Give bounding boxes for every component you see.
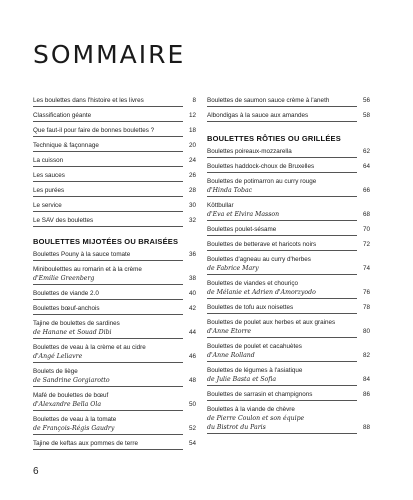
toc-left-top-list <box>33 96 196 225</box>
toc-entry-page: 36 <box>188 251 196 258</box>
dot-leader <box>207 220 357 221</box>
toc-entry-page: 52 <box>188 425 196 432</box>
toc-entry <box>207 225 370 234</box>
dot-leader <box>33 314 183 315</box>
toc-entry-title <box>33 171 196 180</box>
dot-leader <box>33 338 183 339</box>
dot-leader <box>33 166 183 167</box>
toc-entry-page: 42 <box>188 305 196 312</box>
toc-entry-page: 32 <box>188 217 196 224</box>
toc-entry-line: de Sandrine Gorgiarotto <box>33 377 110 384</box>
toc-entry-line: Boulettes de potimarron au curry rouge <box>207 178 317 185</box>
toc-entry-title <box>207 366 370 384</box>
dot-leader <box>33 386 183 387</box>
dot-leader <box>33 211 183 212</box>
toc-entry-title <box>207 147 370 156</box>
toc-entry-line: Boulettes d'agneau au curry d'herbes <box>207 256 311 263</box>
toc-entry <box>33 201 196 210</box>
toc-entry-line: Le service <box>33 202 62 209</box>
toc-entry-line: Les sauces <box>33 172 65 179</box>
toc-entry-page: 26 <box>188 172 196 179</box>
dot-leader <box>207 361 357 362</box>
toc-entry <box>33 391 196 409</box>
dot-leader <box>207 298 357 299</box>
toc-entry-title <box>33 391 196 409</box>
toc-entry-line: de Julie Basta et Sofia <box>207 376 277 383</box>
toc-entry-line: du Bistrot du Paris <box>207 424 266 431</box>
toc-entry <box>207 303 370 312</box>
dot-leader <box>207 385 357 386</box>
toc-entry-line: Albondigas à la sauce aux amandes <box>207 112 309 119</box>
toc-entry <box>33 367 196 385</box>
toc-entry-page: 76 <box>362 289 370 296</box>
dot-leader <box>33 260 183 261</box>
toc-entry-line: Boulettes poulet-sésame <box>207 226 277 233</box>
toc-entry <box>33 186 196 195</box>
toc-entry-line: Les boulettes dans l'histoire et les livres <box>33 97 144 104</box>
toc-entry-title <box>207 96 370 105</box>
toc-entry-page: 24 <box>188 157 196 164</box>
toc-entry-page: 84 <box>362 376 370 383</box>
toc-entry-line: d'Eva et Elvira Masson <box>207 211 280 218</box>
toc-entry-line: de Hanane et Souad Dibi <box>33 329 112 336</box>
toc-entry-line: Boulettes de poulet aux herbes et aux graines <box>207 319 336 326</box>
toc-entry-page: 8 <box>192 97 196 104</box>
dot-leader <box>207 106 357 107</box>
toc-entry <box>33 343 196 361</box>
toc-entry-line: Boulettes haddock-choux de Bruxelles <box>207 163 315 170</box>
toc-right-top-list <box>207 96 370 120</box>
toc-entry-line: Boulettes de viandes et chouriço <box>207 280 299 287</box>
toc-entry-title <box>33 265 196 283</box>
toc-entry-page: 12 <box>188 112 196 119</box>
dot-leader <box>33 299 183 300</box>
toc-left-section-list <box>33 250 196 448</box>
toc-entry <box>207 405 370 432</box>
toc-entry-page: 74 <box>362 265 370 272</box>
dot-leader <box>33 284 183 285</box>
toc-entry-page: 72 <box>362 241 370 248</box>
toc-entry <box>207 147 370 156</box>
dot-leader <box>33 449 183 450</box>
toc-entry-line: Boulettes de sarrasin et champignons <box>207 391 313 398</box>
toc-entry <box>207 177 370 195</box>
toc-right-section-list <box>207 147 370 432</box>
toc-entry <box>33 319 196 337</box>
toc-entry-page: 80 <box>362 328 370 335</box>
toc-entry <box>207 342 370 360</box>
toc-entry-title <box>33 156 196 165</box>
toc-entry-page: 88 <box>362 424 370 431</box>
toc-entry-line: Boulettes de poulet et cacahuètes <box>207 343 302 350</box>
toc-entry-title <box>207 390 370 399</box>
toc-entry-title <box>33 201 196 210</box>
toc-entry-title <box>33 111 196 120</box>
toc-entry-line: d'Emilie Greenberg <box>33 275 95 282</box>
toc-entry-title <box>207 162 370 171</box>
toc-entry-page: 78 <box>362 304 370 311</box>
dot-leader <box>207 172 357 173</box>
toc-entry-title <box>33 141 196 150</box>
toc-entry-title <box>33 304 196 313</box>
toc-entry-title <box>207 405 370 432</box>
toc-entry-title <box>33 367 196 385</box>
toc-entry-page: 44 <box>188 329 196 336</box>
toc-entry-page: 30 <box>188 202 196 209</box>
toc-entry-line: Boulettes poireaux-mozzarella <box>207 148 292 155</box>
toc-entry-title <box>33 319 196 337</box>
toc-entry-line: Boulettes de saumon sauce crème à l'aneth <box>207 97 330 104</box>
dot-leader <box>207 157 357 158</box>
toc-entry-line: Boulettes de veau à la crème et au cidre <box>33 344 146 351</box>
toc-entry <box>33 289 196 298</box>
toc-entry-title <box>33 216 196 225</box>
toc-entry <box>33 141 196 150</box>
toc-entry-line: Les purées <box>33 187 65 194</box>
toc-entry <box>33 304 196 313</box>
dot-leader <box>33 434 183 435</box>
toc-entry-line: Minibouletttes au romarin et à la crème <box>33 266 142 273</box>
toc-entry-line: de Mélanie et Adrien d'Amorzyodo <box>207 289 316 296</box>
toc-entry-line: Tajine de keftas aux pommes de terre <box>33 440 139 447</box>
toc-entry <box>33 265 196 283</box>
toc-entry-title <box>207 318 370 336</box>
toc-entry <box>33 439 196 448</box>
toc-entry-title <box>207 225 370 234</box>
toc-entry-line: d'Alexandre Bella Ola <box>33 401 102 408</box>
toc-entry-page: 38 <box>188 275 196 282</box>
toc-entry <box>207 390 370 399</box>
dot-leader <box>33 196 183 197</box>
toc-entry-title <box>33 343 196 361</box>
dot-leader <box>207 337 357 338</box>
toc-entry <box>33 415 196 433</box>
dot-leader <box>207 400 357 401</box>
section-heading-roties: BOULETTES RÔTIES OU GRILLÉES <box>207 134 341 143</box>
toc-entry-line: Boulettes de veau à la tomate <box>33 416 117 423</box>
dot-leader <box>207 196 357 197</box>
toc-entry-line: Mafé de boulettes de bœuf <box>33 392 109 399</box>
toc-entry <box>207 96 370 105</box>
toc-entry-line: Le SAV des boulettes <box>33 217 94 224</box>
toc-entry-page: 50 <box>188 401 196 408</box>
dot-leader <box>33 410 183 411</box>
toc-entry-line: Boulettes bœuf-anchois <box>33 305 100 312</box>
toc-entry-page: 18 <box>188 127 196 134</box>
toc-entry-line: Boulettes de betterave et haricots noirs <box>207 241 317 248</box>
toc-entry-page: 70 <box>362 226 370 233</box>
toc-entry-title <box>33 250 196 259</box>
toc-entry-title <box>207 279 370 297</box>
toc-entry <box>207 111 370 120</box>
toc-right-column <box>207 96 370 438</box>
toc-entry-page: 54 <box>188 440 196 447</box>
page-title: SOMMAIRE <box>33 40 186 69</box>
toc-entry <box>207 318 370 336</box>
toc-entry-page: 68 <box>362 211 370 218</box>
toc-entry-page: 66 <box>362 187 370 194</box>
toc-entry-page: 46 <box>188 353 196 360</box>
toc-entry-line: Boulettes de viande 2.0 <box>33 290 99 297</box>
toc-entry-title <box>207 255 370 273</box>
toc-entry-title <box>207 342 370 360</box>
page-number: 6 <box>33 466 39 477</box>
toc-entry-line: de Fabrice Mary <box>207 265 259 272</box>
toc-entry-page: 56 <box>362 97 370 104</box>
toc-entry-page: 82 <box>362 352 370 359</box>
toc-entry-line: Technique & façonnage <box>33 142 99 149</box>
toc-entry <box>33 216 196 225</box>
toc-entry-title <box>33 96 196 105</box>
toc-entry <box>207 201 370 219</box>
toc-entry-line: Boulettes de tofu aux noisettes <box>207 304 294 311</box>
toc-entry <box>207 366 370 384</box>
dot-leader <box>207 274 357 275</box>
toc-entry-line: Boulettes à la viande de chèvre <box>207 406 295 413</box>
toc-entry <box>207 255 370 273</box>
toc-entry-line: Boulets de liège <box>33 368 78 375</box>
toc-entry-line: d'Angé Leliavre <box>33 353 83 360</box>
toc-entry-title <box>33 186 196 195</box>
toc-entry-line: Tajine de boulettes de sardines <box>33 320 120 327</box>
toc-entry-page: 40 <box>188 290 196 297</box>
toc-entry-line: Boulettes Pouny à la sauce tomate <box>33 251 131 258</box>
section-heading-mijotees: BOULETTES MIJOTÉES OU BRAISÉES <box>33 237 179 246</box>
toc-entry <box>33 250 196 259</box>
dot-leader <box>33 181 183 182</box>
toc-entry-title <box>207 201 370 219</box>
dot-leader <box>33 106 183 107</box>
dot-leader <box>207 121 357 122</box>
dot-leader <box>207 433 357 434</box>
toc-entry <box>207 279 370 297</box>
toc-entry <box>207 162 370 171</box>
toc-entry <box>33 126 196 135</box>
dot-leader <box>33 151 183 152</box>
toc-entry <box>33 96 196 105</box>
toc-entry <box>33 111 196 120</box>
toc-entry-title <box>207 177 370 195</box>
toc-entry-page: 28 <box>188 187 196 194</box>
toc-entry-page: 86 <box>362 391 370 398</box>
toc-entry-title <box>33 415 196 433</box>
toc-entry-page: 62 <box>362 148 370 155</box>
toc-entry-page: 58 <box>362 112 370 119</box>
toc-entry-line: Que faut-il pour faire de bonnes boulettes ? <box>33 127 155 134</box>
toc-entry-line: de Pierre Coulon et son équipe <box>207 415 305 422</box>
toc-entry-line: La cuisson <box>33 157 64 164</box>
dot-leader <box>33 226 183 227</box>
toc-entry-title <box>207 111 370 120</box>
toc-entry-title <box>33 289 196 298</box>
toc-entry-line: d'Anne Etorre <box>207 328 252 335</box>
toc-entry-page: 20 <box>188 142 196 149</box>
dot-leader <box>207 250 357 251</box>
toc-entry-title <box>207 240 370 249</box>
dot-leader <box>33 362 183 363</box>
toc-entry <box>33 156 196 165</box>
toc-entry <box>33 171 196 180</box>
dot-leader <box>207 313 357 314</box>
toc-entry-line: d'Hinda Tobac <box>207 187 253 194</box>
toc-entry <box>207 240 370 249</box>
dot-leader <box>207 235 357 236</box>
toc-entry-title <box>33 126 196 135</box>
toc-entry-title <box>207 303 370 312</box>
toc-entry-title <box>33 439 196 448</box>
toc-entry-line: Classification géante <box>33 112 92 119</box>
toc-entry-line: de François-Régis Gaudry <box>33 425 115 432</box>
toc-entry-line: d'Anne Rolland <box>207 352 255 359</box>
toc-entry-page: 48 <box>188 377 196 384</box>
toc-left-column <box>33 96 196 454</box>
dot-leader <box>33 121 183 122</box>
toc-entry-line: Boulettes de légumes à l'asiatique <box>207 367 303 374</box>
dot-leader <box>33 136 183 137</box>
toc-entry-line: Köttbullar <box>207 202 234 209</box>
toc-entry-page: 64 <box>362 163 370 170</box>
